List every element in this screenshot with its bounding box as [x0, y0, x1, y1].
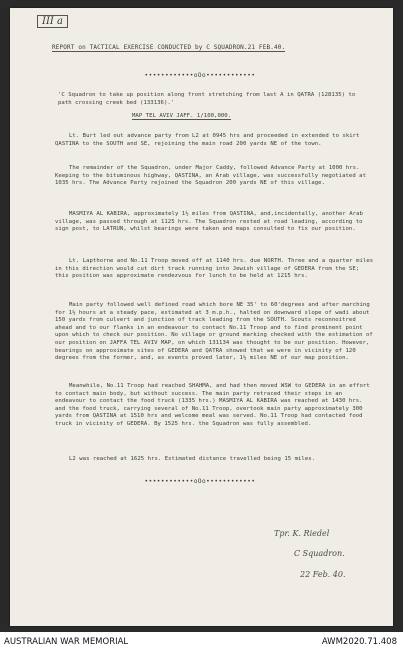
paragraph-6: Meanwhile, No.11 Troop had reached SHAHMA, and had then moved WSW to GEDERA in an effort to contact main body, but without success. The main party retraced their steps in an endeavour to contact the food truck (1335 hrs.) MASMIYA AL KABIRA was reached at 1430 hrs. and the food truck, carrying several of No.11 Troop, overtook main party approximately 300 yards from QASTINA at 1510 hrs and welcome meal was served. No.11 Troop had contacted food truck in vicinity of GEDERA. By 1525 hrs. the Squadron was fully assembled. [55, 383, 370, 427]
separator-top: ••••••••••••oOo•••••••••••• [144, 72, 256, 79]
reference-mark [34, 14, 68, 28]
paragraph-2: The remainder of the Squadron, under Major Caddy, followed Advance Party at 1000 hrs. Keeping to the bituminous highway, QASTINA, an Arab village, was successfully negotiated at 1035 hrs. The Advance Party rejoined the Squadron 200 yards NE of this village. [55, 165, 367, 187]
signature-name: Tpr. K. Riedel [274, 529, 330, 538]
signature-date: 22 Feb. 40. [300, 570, 346, 579]
catalogue-id: AWM2020.71.408 [321, 637, 397, 647]
objective-text: 'C Squadron to take up position along front stretching from last A in QATRA (128135) to path crossing creek bed (133136).' [58, 92, 356, 106]
signature-unit: C Squadron. [294, 549, 345, 558]
ref-mark-text: III a [37, 15, 68, 28]
separator-bottom: ••••••••••••oOo•••••••••••• [144, 478, 256, 485]
paragraph-7: L2 was reached at 1625 hrs. Estimated distance travelled being 15 miles. [69, 456, 316, 462]
paragraph-4: Lt. Lapthorne and No.11 Troop moved off at 1140 hrs. due NORTH. Three and a quarter miles in this direction would cut dirt track running into Jewish village of GEDERA from the SE; this position was approximate rendezvous for lunch to be held at 1215 hrs. [55, 258, 374, 280]
paragraph-3: MASMIYA AL KABIRA, approximately 1½ miles from QASTINA, and,incidentally, another Arab village, was passed through at 1125 hrs. The Squadron rested at road leading, according to sign post, to LATRUN, whilst bearings were taken and maps consulted to fix our position. [55, 211, 363, 233]
report-title: REPORT on TACTICAL EXERCISE CONDUCTED by C SQUADRON.21 FEB.40. [52, 44, 286, 51]
paragraph-1: Lt. Burt led out advance party from L2 at 0945 hrs and proceeded in extended to skirt QASTINA to the SOUTH and SE, rejoining the main road 200 yards NE of the town. [55, 133, 360, 147]
map-reference: MAP TEL AVIV JAFF. 1/100,000. [132, 113, 232, 119]
paragraph-5: Main party followed well defined road which bore NE 35' to 60'degrees and after marching for 1½ hours at a steady pace, estimated at 3 m.p.h., halted on downward slope of wadi about 150 yards from culvert and junction of track leading from the SOUTH. Scouts reconnoitred ahead and to our flanks in an endeavour to contact No.11 Troop and to find prominent point upon which to check our position. No village or ground marking checked with the estimation of our position on JAFFA TEL AVIV MAP, on which 131134 was thought to be our position. However, bearings on approximate sites of GEDERA and QATRA showed that we were in vicinity of 120 degrees from the former, and, as events proved later, 1½ miles NE of our map position. [55, 302, 373, 362]
institution-label: AUSTRALIAN WAR MEMORIAL [4, 637, 129, 647]
document-page [10, 8, 393, 626]
footer-bar [0, 632, 403, 653]
